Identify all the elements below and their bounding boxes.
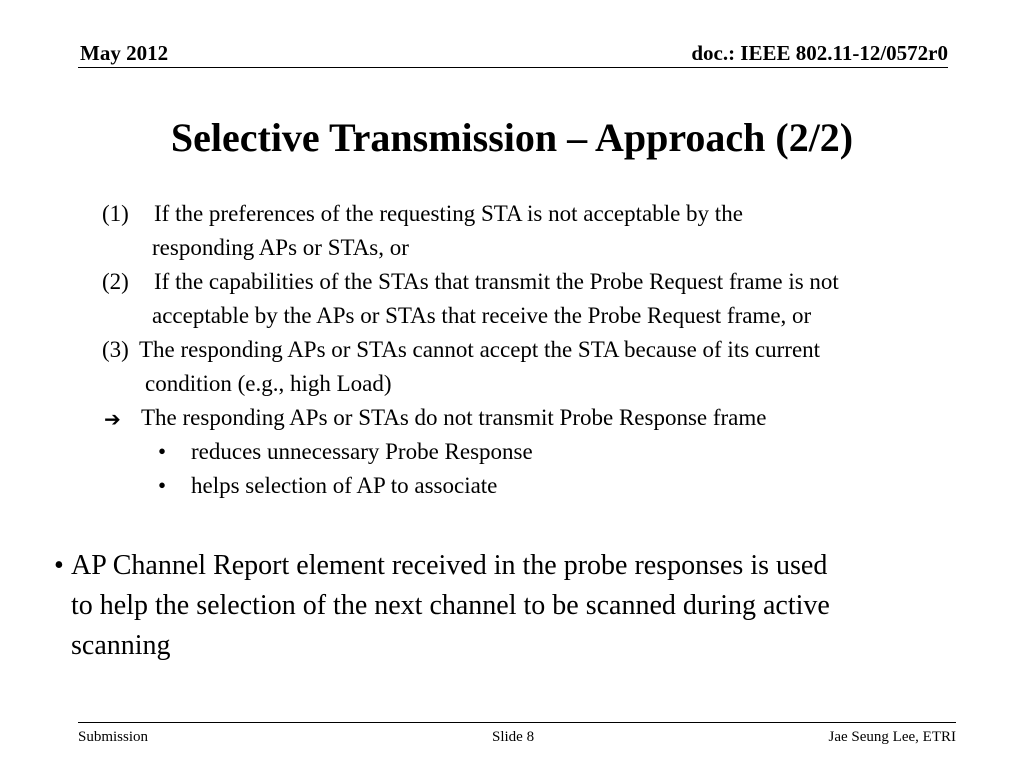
footer-submission: Submission xyxy=(78,729,149,745)
main-bullet-line: scanning xyxy=(71,630,171,661)
footer-slide-number: Slide 8 xyxy=(492,729,535,745)
bullet-dot-icon: • xyxy=(158,439,167,464)
condition-text-line: The responding APs or STAs cannot accept the STA because of its current xyxy=(139,337,821,362)
right-arrow-icon: ➔ xyxy=(104,407,121,431)
main-bullet-line: AP Channel Report element received in the probe responses is used xyxy=(71,550,828,581)
footer-author: Jae Seung Lee, ETRI xyxy=(828,729,956,745)
result-text: The responding APs or STAs do not transmit Probe Response frame xyxy=(141,405,767,430)
header-date: May 2012 xyxy=(80,41,169,65)
footer-divider xyxy=(78,722,956,723)
sub-bullet-text: reduces unnecessary Probe Response xyxy=(191,439,533,464)
condition-marker: (3) xyxy=(102,337,129,362)
bullet-dot-icon: • xyxy=(54,550,64,581)
condition-text-line: If the capabilities of the STAs that transmit the Probe Request frame is not xyxy=(154,269,839,294)
condition-text-line: condition (e.g., high Load) xyxy=(145,371,392,396)
condition-text-line: acceptable by the APs or STAs that receive the Probe Request frame, or xyxy=(152,303,812,328)
sub-bullet-text: helps selection of AP to associate xyxy=(191,473,498,498)
condition-text-line: responding APs or STAs, or xyxy=(152,235,409,260)
condition-text-line: If the preferences of the requesting STA is not acceptable by the xyxy=(154,201,743,226)
header-doc-id: doc.: IEEE 802.11-12/0572r0 xyxy=(691,41,948,65)
condition-marker: (2) xyxy=(102,269,129,294)
condition-marker: (1) xyxy=(102,201,129,226)
slide-title: Selective Transmission – Approach (2/2) xyxy=(170,115,854,160)
main-bullet-line: to help the selection of the next channel to be scanned during active xyxy=(71,590,830,621)
bullet-dot-icon: • xyxy=(158,473,167,498)
header-divider xyxy=(78,67,948,68)
